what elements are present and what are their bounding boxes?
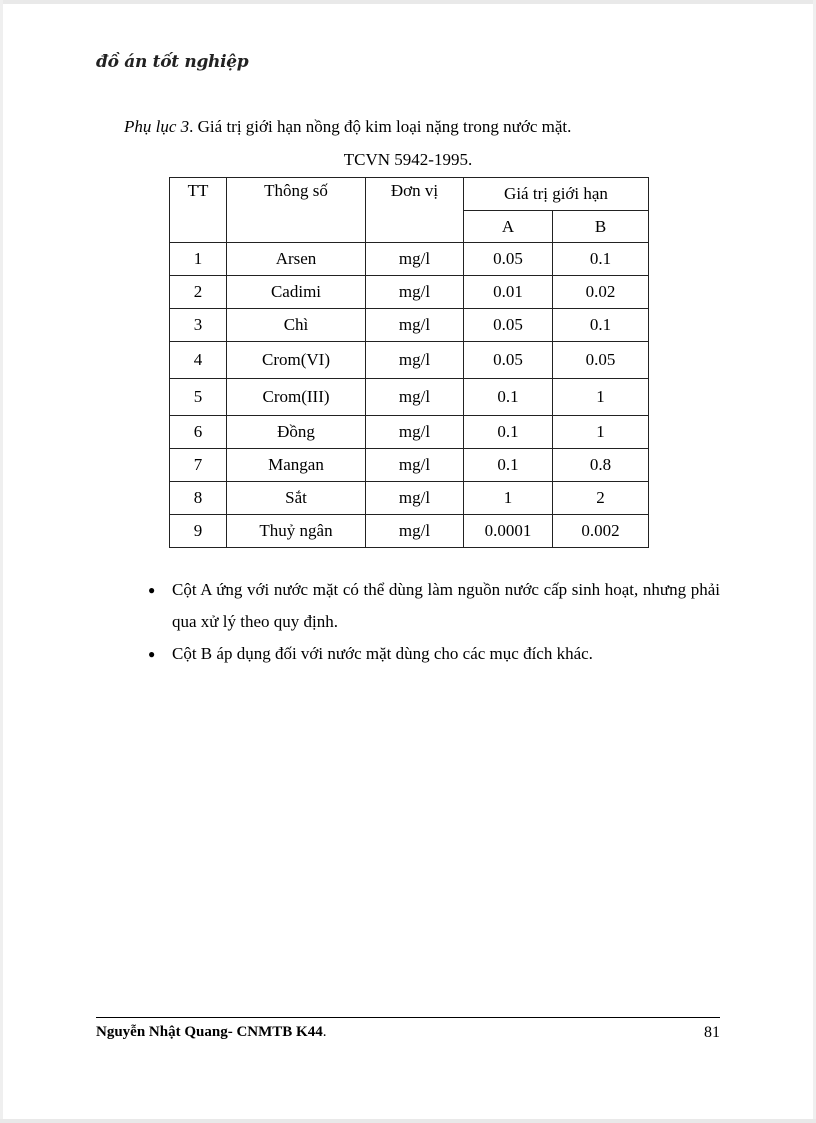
cell-unit: mg/l <box>366 379 464 416</box>
cell-param: Đồng <box>227 416 366 449</box>
cell-tt: 3 <box>170 309 227 342</box>
table-row <box>170 515 649 548</box>
cell-value-a: 0.1 <box>464 449 553 482</box>
cell-tt: 2 <box>170 276 227 309</box>
table-row <box>170 243 649 276</box>
note-text: Cột B áp dụng đối với nước mặt dùng cho các mục đích khác. <box>172 644 593 663</box>
note-item <box>148 638 720 670</box>
bullet-icon: ● <box>148 647 156 661</box>
standard-code: TCVN 5942-1995. <box>343 150 473 169</box>
table-row <box>170 276 649 309</box>
header-param: Thông số <box>227 178 366 243</box>
cell-param: Crom(VI) <box>227 342 366 379</box>
note-item <box>148 574 720 638</box>
table-header-row <box>170 178 649 211</box>
footer-author-dot: . <box>322 1024 327 1040</box>
page-edge-top <box>0 0 816 4</box>
cell-value-b: 0.02 <box>553 276 649 309</box>
cell-value-a: 0.1 <box>464 379 553 416</box>
cell-value-a: 0.05 <box>464 309 553 342</box>
cell-tt: 1 <box>170 243 227 276</box>
cell-unit: mg/l <box>366 342 464 379</box>
table-row <box>170 309 649 342</box>
cell-value-b: 0.1 <box>553 243 649 276</box>
cell-value-b: 1 <box>553 416 649 449</box>
running-header: đồ án tốt nghiệp <box>96 52 249 72</box>
cell-value-b: 2 <box>553 482 649 515</box>
table-row <box>170 342 649 379</box>
cell-tt: 9 <box>170 515 227 548</box>
cell-unit: mg/l <box>366 243 464 276</box>
caption-text: . Giá trị giới hạn nồng độ kim loại nặng trong nước mặt. <box>189 117 572 136</box>
cell-tt: 5 <box>170 379 227 416</box>
cell-unit: mg/l <box>366 416 464 449</box>
cell-value-b: 0.002 <box>553 515 649 548</box>
limits-table <box>169 177 649 548</box>
page-edge-bottom <box>0 1119 816 1123</box>
bullet-icon: ● <box>148 583 156 597</box>
table-row <box>170 379 649 416</box>
header-col-a: A <box>464 211 553 243</box>
cell-unit: mg/l <box>366 309 464 342</box>
table-caption <box>124 117 764 137</box>
note-text: Cột A ứng với nước mặt có thể dùng làm nguồn nước cấp sinh hoạt, nhưng phải qua xử lý theo quy định. <box>172 580 720 631</box>
cell-param: Crom(III) <box>227 379 366 416</box>
cell-param: Sắt <box>227 482 366 515</box>
cell-tt: 4 <box>170 342 227 379</box>
cell-value-a: 0.1 <box>464 416 553 449</box>
cell-param: Mangan <box>227 449 366 482</box>
cell-value-b: 0.1 <box>553 309 649 342</box>
header-unit: Đơn vị <box>366 178 464 243</box>
table-row <box>170 416 649 449</box>
cell-param: Arsen <box>227 243 366 276</box>
cell-tt: 6 <box>170 416 227 449</box>
cell-tt: 7 <box>170 449 227 482</box>
cell-param: Cadimi <box>227 276 366 309</box>
cell-unit: mg/l <box>366 482 464 515</box>
cell-value-a: 0.01 <box>464 276 553 309</box>
header-tt: TT <box>170 178 227 243</box>
notes-list <box>148 574 720 670</box>
header-limit: Giá trị giới hạn <box>464 178 649 211</box>
cell-value-b: 0.8 <box>553 449 649 482</box>
caption-label: Phụ lục 3 <box>124 117 190 136</box>
cell-tt: 8 <box>170 482 227 515</box>
cell-value-a: 0.0001 <box>464 515 553 548</box>
cell-value-a: 0.05 <box>464 243 553 276</box>
table-row <box>170 482 649 515</box>
cell-unit: mg/l <box>366 449 464 482</box>
footer-author <box>96 1024 326 1041</box>
cell-param: Thuỷ ngân <box>227 515 366 548</box>
header-col-b: B <box>553 211 649 243</box>
table-row <box>170 449 649 482</box>
cell-value-a: 1 <box>464 482 553 515</box>
cell-value-a: 0.05 <box>464 342 553 379</box>
cell-value-b: 0.05 <box>553 342 649 379</box>
cell-unit: mg/l <box>366 515 464 548</box>
footer-rule <box>96 1017 720 1018</box>
cell-unit: mg/l <box>366 276 464 309</box>
footer-author-name: Nguyễn Nhật Quang- CNMTB K44 <box>96 1024 323 1040</box>
cell-param: Chì <box>227 309 366 342</box>
cell-value-b: 1 <box>553 379 649 416</box>
page-number: 81 <box>704 1024 720 1041</box>
